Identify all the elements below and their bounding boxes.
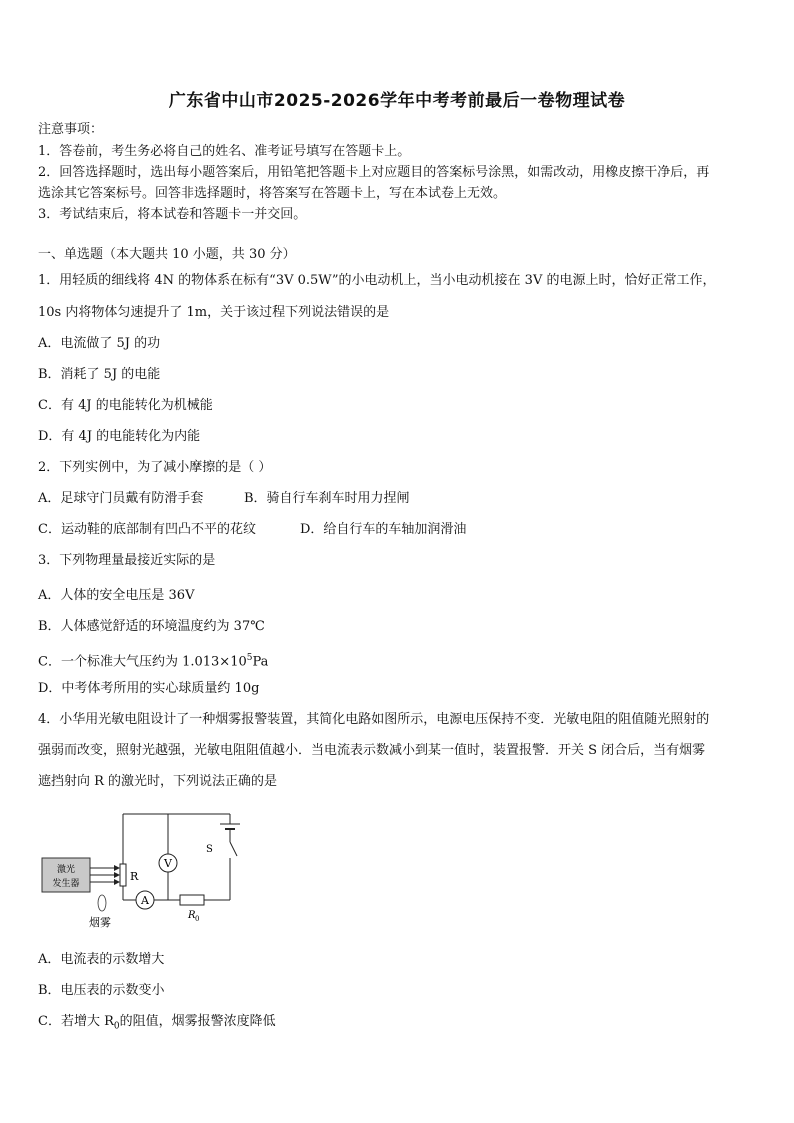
- q1-option-a: A．电流做了 5J 的功: [38, 336, 161, 351]
- q1-option-b: B．消耗了 5J 的电能: [38, 367, 161, 382]
- switch-label: S: [206, 844, 213, 855]
- section-heading: 一、单选题（本大题共 10 小题，共 30 分）: [38, 247, 296, 262]
- q2-option-c: C．运动鞋的底部制有凹凸不平的花纹: [38, 522, 256, 537]
- q1-stem-line1: 1．用轻质的细线将 4N 的物体系在标有“3V 0.5W”的小电动机上，当小电动机接在 3V 的电源上时，恰好正常工作，: [38, 273, 716, 288]
- notice-item-2-cont: 选涂其它答案标号。回答非选择题时，将答案写在答题卡上，写在本试卷上无效。: [38, 186, 507, 201]
- photoresistor-label: R: [130, 870, 139, 883]
- notice-item-1: 1．答卷前，考生务必将自己的姓名、准考证号填写在答题卡上。: [38, 144, 411, 159]
- laser-arrowhead-1: [114, 865, 120, 871]
- q4-stem-line2: 强弱而改变，照射光越强，光敏电阻阻值越小．当电流表示数减小到某一值时，装置报警．开关 S 闭合后，当有烟雾: [38, 743, 706, 758]
- resistor-r0: [180, 895, 204, 905]
- q3-stem: 3．下列物理量最接近实际的是: [38, 553, 216, 568]
- page-title: 广东省中山市2025-2026学年中考考前最后一卷物理试卷: [168, 91, 626, 111]
- laser-label-1: 激光: [56, 865, 76, 875]
- q2-option-b: B．骑自行车刹车时用力捏闸: [244, 491, 410, 506]
- r0-label: R: [188, 910, 196, 921]
- q3-option-c: C．一个标准大气压约为 $1.013\times 10^5Pa$: [38, 653, 269, 670]
- laser-label-2: 发生器: [52, 879, 80, 889]
- notice-heading: 注意事项：: [38, 122, 104, 137]
- q3-option-a: A．人体的安全电压是 36V: [38, 588, 195, 603]
- laser-arrowhead-2: [114, 872, 120, 878]
- q4-stem-line1: 4．小华用光敏电阻设计了一种烟雾报警装置，其简化电路如图所示，电源电压保持不变．光敏电阻的阻值随光照射的: [38, 712, 710, 727]
- switch-blade: [230, 842, 237, 856]
- notice-item-3: 3．考试结束后，将本试卷和答题卡一并交回。: [38, 207, 307, 222]
- q3-option-b: B．人体感觉舒适的环境温度约为 37℃: [38, 619, 265, 634]
- q1-stem-line2: 10s 内将物体匀速提升了 1m，关于该过程下列说法错误的是: [38, 305, 390, 320]
- photoresistor: [120, 864, 126, 886]
- q2-stem: 2．下列实例中，为了减小摩擦的是（ ）: [38, 460, 272, 475]
- ammeter-label: A: [141, 894, 149, 907]
- laser-arrowhead-3: [114, 879, 120, 885]
- q4-option-b: B．电压表的示数变小: [38, 983, 165, 998]
- smoke-label: 烟雾: [89, 916, 111, 929]
- q1-option-c: C．有 4J 的电能转化为机械能: [38, 398, 213, 413]
- voltmeter-label: V: [164, 857, 172, 870]
- smoke-icon: [98, 895, 106, 911]
- q4-option-c: C．若增大 $R_0$的阻值，烟雾报警浓度降低: [38, 1014, 276, 1032]
- q3-option-d: D．中考体考所用的实心球质量约 10g: [38, 681, 260, 696]
- q4-option-a: A．电流表的示数增大: [38, 952, 165, 967]
- circuit-diagram: [40, 808, 240, 938]
- r0-subscript: 0: [195, 915, 200, 923]
- q2-option-a: A．足球守门员戴有防滑手套: [38, 491, 204, 506]
- q2-option-d: D．给自行车的车轴加润滑油: [300, 522, 467, 537]
- q4-stem-line3: 遮挡射向 R 的激光时，下列说法正确的是: [38, 774, 278, 789]
- notice-item-2: 2．回答选择题时，选出每小题答案后，用铅笔把答题卡上对应题目的答案标号涂黑，如需改动，用橡皮擦干净后，再: [38, 165, 710, 180]
- q1-option-d: D．有 4J 的电能转化为内能: [38, 429, 201, 444]
